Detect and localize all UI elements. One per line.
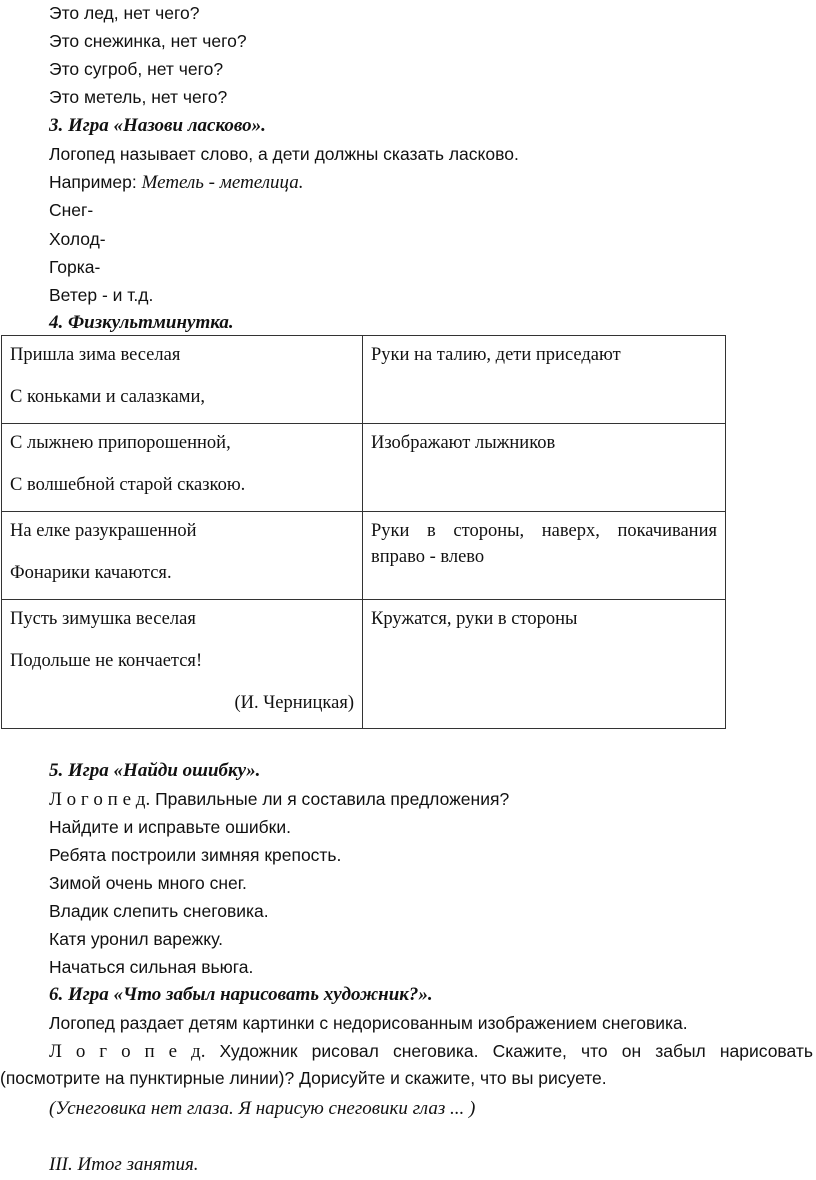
sentence-line: Зимой очень много снег. [49, 873, 247, 893]
action-cell [363, 336, 726, 424]
game6-answer: (Уснеговика нет глаза. Я нарисую снеговики глаз ... ) [49, 1098, 476, 1119]
action-text: Руки в стороны, наверх, покачивания [371, 521, 717, 541]
question-text: Правильные ли я составила предложения? [150, 789, 510, 809]
action-text: Изображают лыжников [371, 433, 556, 453]
action-text: Кружатся, руки в стороны [371, 609, 578, 629]
speaker-label: Л о г о п е д. [49, 1041, 206, 1062]
verse-line: На елке разукрашенной [10, 521, 197, 541]
action-text: вправо - влево [371, 547, 485, 567]
exercise-table [1, 335, 726, 729]
verse-line: С лыжнею припорошенной, [10, 433, 231, 453]
table-row [2, 512, 726, 600]
word-line: Горка- [49, 257, 101, 277]
word-line: Ветер - и т.д. [49, 285, 154, 305]
text-line: Это метель, нет чего? [49, 87, 228, 107]
table-row [2, 336, 726, 424]
verse-line: Подольше не кончается! [10, 651, 203, 671]
sentence-line: Ребята построили зимняя крепость. [49, 845, 342, 865]
speaker-label: Л о г о п е д. [49, 789, 151, 810]
game3-instruction: Логопед называет слово, а дети должны сказать ласково. [49, 144, 519, 164]
action-cell [363, 600, 726, 729]
example-prefix: Например: [49, 172, 142, 192]
game6-heading: 6. Игра «Что забыл нарисовать художник?». [49, 984, 433, 1005]
sentence-line: Катя уронил варежку. [49, 929, 223, 949]
verse-cell [2, 336, 363, 424]
word-line: Холод- [49, 229, 106, 249]
game3-heading: 3. Игра «Назови ласково». [49, 115, 266, 136]
action-cell [363, 424, 726, 512]
verse-line: Фонарики качаются. [10, 563, 172, 583]
table-row [2, 424, 726, 512]
game6-speech [0, 1038, 813, 1091]
verse-cell [2, 424, 363, 512]
table-row [2, 600, 726, 729]
text-line: Это лед, нет чего? [49, 3, 200, 23]
verse-line: С волшебной старой сказкою. [10, 475, 246, 495]
game5-heading: 5. Игра «Найди ошибку». [49, 760, 261, 781]
verse-line: С коньками и салазками, [10, 387, 205, 407]
verse-cell [2, 600, 363, 729]
action-text: Руки на талию, дети приседают [371, 345, 621, 365]
summary-heading: III. Итог занятия. [49, 1154, 199, 1175]
sentence-line: Владик слепить снеговика. [49, 901, 269, 921]
speech-text: (посмотрите на пунктирные линии)? Дорисуйте и скажите, что вы рисуете. [0, 1068, 607, 1088]
game6-intro: Логопед раздает детям картинки с недорисованным изображением снеговика. [49, 1013, 688, 1033]
word-line: Снег- [49, 200, 94, 220]
section4-heading: 4. Физкультминутка. [49, 312, 234, 333]
game5-question [49, 786, 509, 813]
speech-text: Художник рисовал снеговика. Скажите, что он забыл нарисовать [205, 1041, 814, 1061]
poem-author: (И. Черницкая) [234, 693, 354, 713]
text-line: Это сугроб, нет чего? [49, 59, 224, 79]
sentence-line: Начаться сильная вьюга. [49, 957, 254, 977]
game3-example [49, 169, 304, 196]
action-cell [363, 512, 726, 600]
verse-line: Пусть зимушка веселая [10, 609, 196, 629]
verse-line: Пришла зима веселая [10, 345, 181, 365]
verse-cell [2, 512, 363, 600]
example-word: Метель - метелица. [141, 172, 304, 193]
text-line: Найдите и исправьте ошибки. [49, 817, 291, 837]
text-line: Это снежинка, нет чего? [49, 31, 247, 51]
